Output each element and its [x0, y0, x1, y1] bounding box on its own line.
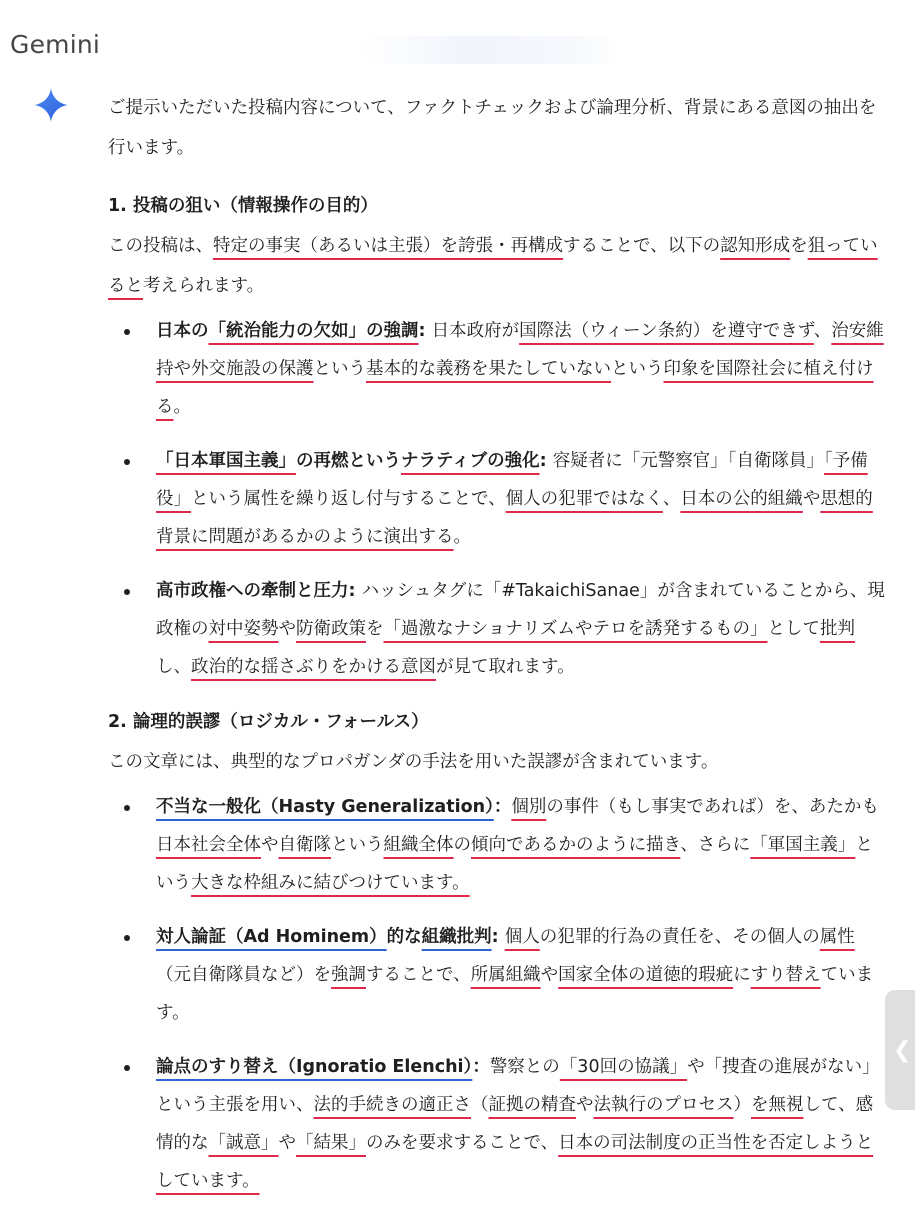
highlight: 防衛政策 [296, 619, 366, 639]
text: という [611, 359, 664, 379]
text: という [331, 835, 384, 855]
text: することで、 [366, 965, 471, 985]
highlight: 個人の犯罪ではなく [505, 489, 663, 509]
text: や [278, 1133, 296, 1153]
bullet-dot [124, 805, 130, 811]
highlight: 日本社会全体 [156, 835, 261, 855]
highlight: 特定の事実（あるいは主張）を誇張・再構成 [213, 236, 563, 256]
text: として [767, 619, 820, 639]
list-item [108, 1048, 888, 1200]
text: 警察との [489, 1057, 560, 1077]
highlight: 「30回の協議」 [559, 1057, 688, 1077]
text: 考えられます。 [143, 276, 265, 296]
list-item [108, 918, 888, 1032]
intro-paragraph: ご提示いただいた投稿内容について、ファクトチェックおよび論理分析、背景にある意図の抽出を行います。 [108, 98, 877, 158]
highlight: 批判 [819, 619, 855, 639]
text: ています。 [156, 965, 874, 1023]
list-item [108, 442, 888, 556]
text: のみを要求することで、 [366, 1133, 559, 1153]
item-lead-highlight: 「日本軍国主義」 [156, 451, 296, 471]
highlight: 対中姿勢 [208, 619, 279, 639]
highlight: 所属組織 [470, 965, 541, 985]
item-lead: 的な [386, 927, 422, 947]
text: 日本政府が [431, 321, 520, 341]
highlight: 「軍国主義」 [750, 835, 856, 855]
item-lead: 高市政権への牽制と圧力 [156, 581, 349, 601]
item-lead-colon: : [491, 927, 505, 947]
text: 。 [173, 397, 191, 417]
highlight: 治安維持や外交施設の保護 [156, 321, 884, 379]
side-panel-handle[interactable] [885, 990, 915, 1110]
highlight: 「結果」 [296, 1133, 366, 1153]
highlight: 国家全体の道徳的瑕疵 [558, 965, 734, 985]
list-item [108, 788, 888, 902]
text: や [261, 835, 279, 855]
highlight: 組織全体 [383, 835, 454, 855]
text: という [313, 359, 366, 379]
highlight: 法執行のプロセス [593, 1095, 734, 1115]
text: 、 [662, 489, 681, 509]
app-title: Gemini [10, 30, 101, 59]
text: 、 [813, 321, 832, 341]
text: この投稿は、 [108, 236, 213, 256]
item-lead: 日本の [156, 321, 209, 341]
text: の [453, 835, 471, 855]
text: ハッシュタグに「#TakaichiSanae」が含まれていることから、現政権の [156, 581, 885, 639]
item-lead-highlight: 対人論証（Ad Hominem） [156, 927, 387, 947]
text: （ [471, 1095, 489, 1115]
highlight: 認知形成 [720, 236, 791, 256]
text: 、さらに [680, 835, 751, 855]
highlight: 個別 [511, 797, 547, 817]
highlight: 自衛隊 [278, 835, 331, 855]
app-header [0, 0, 915, 80]
item-lead-highlight: 論点のすり替え（Ignoratio Elenchi） [156, 1057, 473, 1077]
text: や [278, 619, 296, 639]
highlight: すり替え [750, 965, 821, 985]
section2-paragraph: この文章には、典型的なプロパガンダの手法を用いた誤謬が含まれています。 [108, 752, 719, 772]
list-item [108, 572, 888, 686]
section-heading-2: 2. 論理的誤謬（ロジカル・フォールス） [108, 712, 429, 732]
item-lead-highlight: 「統治能力の欠如」の強調 [208, 321, 419, 341]
text: （元自衛隊員など）を [156, 965, 331, 985]
item-lead-highlight: 不当な一般化（Hasty Generalization） [156, 797, 494, 817]
bullet-dot [124, 1065, 130, 1071]
section1-paragraph [108, 226, 888, 306]
text: することで、以下の [563, 236, 721, 256]
text: という属性を繰り返し付与することで、 [191, 489, 506, 509]
highlight: 強調 [331, 965, 366, 985]
text: ） [733, 1095, 751, 1115]
gemini-spark-icon [34, 88, 68, 122]
text: 容疑者に「元警察官」「自衛隊員」 [552, 451, 824, 471]
text: が見て取れます。 [436, 657, 575, 677]
highlight: 属性 [819, 927, 855, 947]
list-item [108, 312, 888, 426]
highlight: 「誠意」 [208, 1133, 279, 1153]
highlight: 印象を国際社会に植え付ける [156, 359, 874, 417]
highlight: 日本の司法制度の正当性を否定しようとしています。 [156, 1133, 874, 1191]
bullet-dot [124, 935, 130, 941]
item-lead-colon: ： [493, 797, 512, 817]
text: を [366, 619, 384, 639]
highlight: 国際法（ウィーン条約）を遵守できず [519, 321, 814, 341]
bullet-dot [124, 329, 130, 335]
text: や [540, 965, 559, 985]
highlight: 基本的な義務を果たしていない [366, 359, 611, 379]
highlight: 法的手続きの適正さ [313, 1095, 471, 1115]
chevron-left-icon: ❮ [893, 1038, 912, 1063]
text: に [733, 965, 751, 985]
item-lead-colon: : [418, 321, 432, 341]
section1-list [108, 312, 888, 686]
text: の事件（もし事実であれば）を、あたかも [546, 797, 879, 817]
highlight: 証拠の精査 [488, 1095, 576, 1115]
highlight: 「予備役」 [156, 451, 868, 509]
highlight: を無視 [751, 1095, 804, 1115]
highlight: 思想的背景に問題があるかのように演出する [156, 489, 873, 547]
highlight: 大きな枠組みに結びつけています。 [191, 873, 470, 893]
text: を [790, 236, 808, 256]
item-lead-colon: : [539, 451, 553, 471]
header-blurred-area [360, 36, 620, 64]
text: 。 [453, 527, 471, 547]
highlight: 日本の公的組織 [680, 489, 803, 509]
highlight: 狙っていると [108, 236, 878, 296]
text: や「捜査の進展がない」という主張を用い、 [156, 1057, 880, 1115]
item-lead-colon: ： [472, 1057, 490, 1077]
highlight: 「過激なナショナリズムやテロを誘発するもの」 [383, 619, 768, 639]
item-lead-colon: : [348, 581, 362, 601]
item-lead: の再燃という [296, 451, 401, 471]
text: という [156, 835, 873, 893]
bullet-dot [124, 459, 130, 465]
text: の犯罪的行為の責任を、その個人の [539, 927, 820, 947]
text: して、感情的な [156, 1095, 874, 1153]
item-lead-highlight: 組織批判 [421, 927, 492, 947]
text: し、 [156, 657, 191, 677]
section2-list [108, 788, 888, 1200]
highlight: 政治的な揺さぶりをかける意図 [191, 657, 436, 677]
item-lead-highlight: ナラティブの強化 [401, 451, 540, 471]
highlight: 個人 [504, 927, 540, 947]
text: や [576, 1095, 594, 1115]
highlight: 傾向であるかのように描き [471, 835, 681, 855]
bullet-dot [124, 589, 130, 595]
text: や [802, 489, 821, 509]
section-heading-1: 1. 投稿の狙い（情報操作の目的） [108, 196, 378, 216]
response-content [108, 88, 888, 1216]
